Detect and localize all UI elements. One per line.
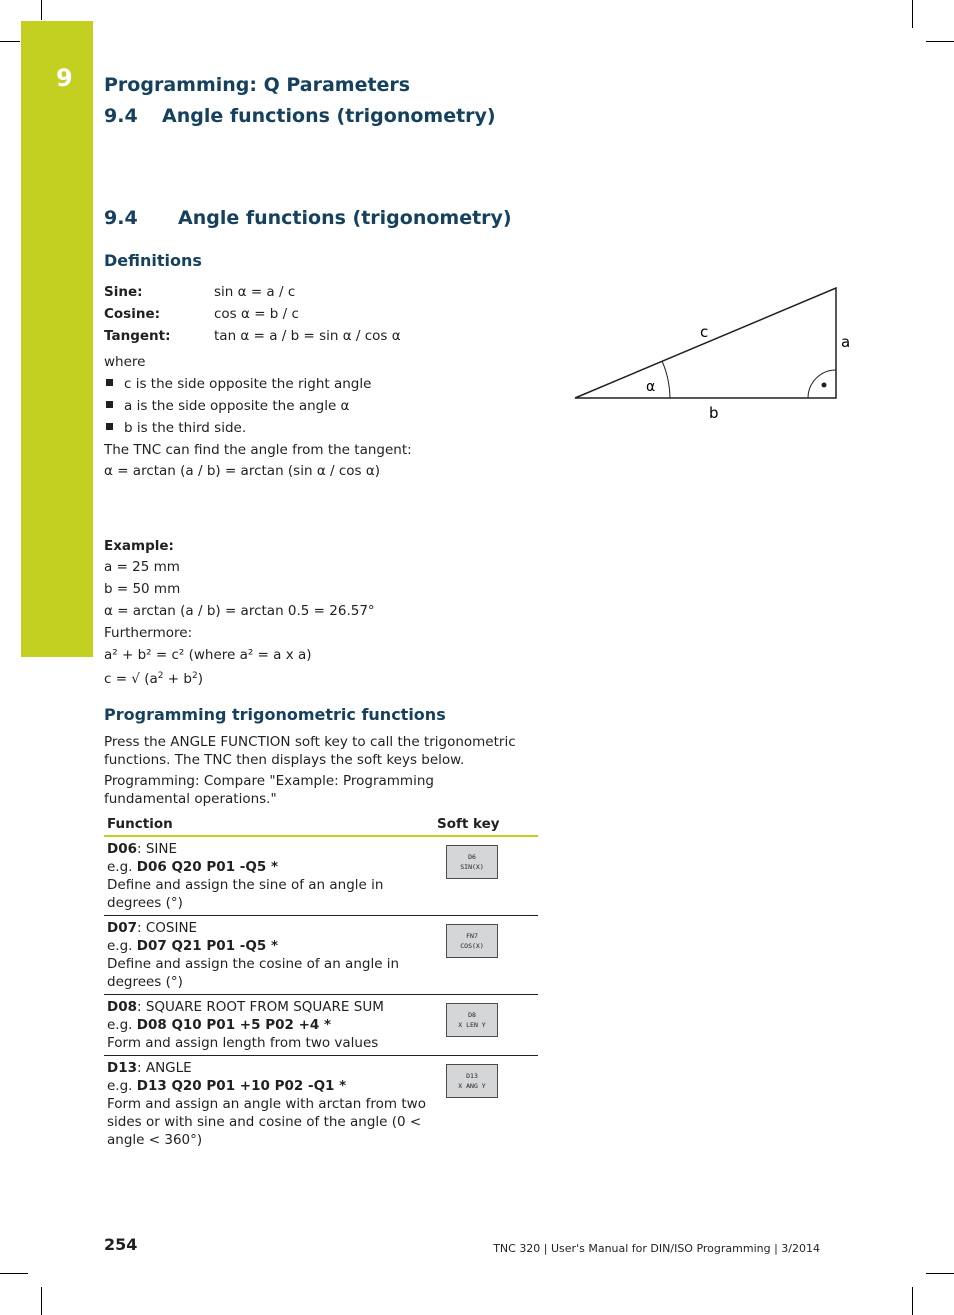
definition-formula: tan α = a / b = sin α / cos α	[214, 328, 401, 344]
function-name: : SQUARE ROOT FROM SQUARE SUM	[137, 999, 384, 1015]
side-a-label: a	[841, 333, 851, 351]
bullet-text: c is the side opposite the right angle	[124, 376, 372, 392]
section-title-text: Angle functions (trigonometry)	[178, 207, 512, 229]
softkey-length[interactable]	[446, 1003, 498, 1037]
function-example: D08 Q10 P01 +5 P02 +4 *	[136, 1017, 332, 1033]
table-row	[104, 995, 538, 1056]
tangent-formula: α = arctan (a / b) = arctan (sin α / cos α)	[104, 463, 381, 479]
definition-row	[104, 327, 401, 345]
function-cell	[104, 995, 434, 1056]
page-number: 254	[104, 1235, 138, 1254]
crop-mark	[926, 1273, 954, 1274]
example-prefix: e.g.	[107, 1078, 137, 1094]
function-description: Form and assign an angle with arctan from two sides or with sine and cosine of the angle (0 < angle < 360°)	[107, 1096, 426, 1148]
bullet-square-icon	[106, 423, 113, 430]
programming-paragraph: Press the ANGLE FUNCTION soft key to call the trigonometric functions. The TNC then displays the soft keys below.	[104, 734, 516, 768]
angle-alpha-label: α	[646, 379, 656, 395]
softkey-label: X ANG Y	[458, 1082, 486, 1090]
function-code: D07	[107, 920, 137, 936]
function-description: Define and assign the cosine of an angle in degrees (°)	[107, 956, 400, 990]
softkey-cell	[434, 916, 538, 995]
alpha-arc	[662, 361, 670, 398]
bullet-square-icon	[106, 401, 113, 408]
softkey-label: SIN(X)	[460, 863, 484, 871]
bullet-text: b is the third side.	[124, 420, 247, 436]
chapter-number: 9	[56, 64, 73, 92]
function-cell	[104, 916, 434, 995]
example-prefix: e.g.	[107, 1017, 137, 1033]
example-heading: Example:	[104, 538, 174, 554]
softkey-label: COS(X)	[460, 942, 484, 950]
crop-mark	[0, 41, 20, 42]
function-name: : COSINE	[137, 920, 198, 936]
softkey-label: D6	[468, 853, 476, 861]
chapter-title: Programming: Q Parameters	[104, 74, 411, 96]
definition-label: Cosine:	[104, 306, 161, 322]
softkey-label: X LEN Y	[458, 1021, 486, 1029]
definition-formula: sin α = a / c	[214, 284, 296, 300]
crop-mark	[912, 0, 913, 28]
definition-label: Tangent:	[104, 328, 171, 344]
function-description: Define and assign the sine of an angle in degrees (°)	[107, 877, 384, 911]
triangle-shape	[575, 288, 836, 398]
function-code: D13	[107, 1060, 137, 1076]
softkey-angle[interactable]	[446, 1064, 498, 1098]
example-line: α = arctan (a / b) = arctan 0.5 = 26.57°	[104, 603, 375, 619]
running-header-section	[104, 105, 496, 127]
example-prefix: e.g.	[107, 859, 137, 875]
crop-mark	[41, 1287, 42, 1315]
function-example: D06 Q20 P01 -Q5 *	[136, 859, 279, 875]
definition-row	[104, 283, 295, 301]
triangle-diagram	[570, 280, 860, 430]
softkey-label: FN7	[466, 932, 478, 940]
sqrt-exponent: 2	[157, 671, 164, 681]
definition-label: Sine:	[104, 284, 143, 300]
example-line: b = 50 mm	[104, 581, 181, 597]
definition-row	[104, 305, 299, 323]
example-prefix: e.g.	[107, 938, 137, 954]
example-line: a² + b² = c² (where a² = a x a)	[104, 647, 312, 663]
example-line: Furthermore:	[104, 625, 193, 641]
softkey-label: D13	[466, 1072, 478, 1080]
sqrt-exponent: 2	[191, 671, 198, 681]
sqrt-formula	[104, 667, 203, 688]
function-cell	[104, 836, 434, 916]
sqrt-prefix: c = √ (a	[104, 671, 158, 687]
programming-heading: Programming trigonometric functions	[104, 705, 446, 724]
table-row	[104, 836, 538, 916]
function-code: D06	[107, 841, 137, 857]
bullet-item	[106, 419, 246, 437]
column-header-function: Function	[104, 812, 434, 836]
softkey-sine[interactable]	[446, 845, 498, 879]
chapter-tab	[21, 21, 93, 657]
bullet-text: a is the side opposite the angle α	[124, 398, 350, 414]
example-line: a = 25 mm	[104, 559, 180, 575]
sqrt-mid: + b	[163, 671, 192, 687]
bullet-item	[106, 397, 349, 415]
softkey-cosine[interactable]	[446, 924, 498, 958]
sqrt-suffix: )	[197, 671, 203, 687]
tangent-intro: The TNC can find the angle from the tangent:	[104, 442, 412, 458]
section-number: 9.4	[104, 207, 138, 229]
function-cell	[104, 1056, 434, 1153]
crop-mark	[926, 41, 954, 42]
side-b-label: b	[709, 404, 719, 422]
column-header-softkey: Soft key	[434, 812, 538, 836]
crop-mark	[912, 1287, 913, 1315]
function-example: D07 Q21 P01 -Q5 *	[136, 938, 279, 954]
softkey-cell	[434, 995, 538, 1056]
softkey-cell	[434, 1056, 538, 1153]
where-text: where	[104, 354, 146, 370]
running-section-number: 9.4	[104, 105, 138, 127]
table-row	[104, 916, 538, 995]
side-c-label: c	[700, 323, 709, 341]
crop-mark	[41, 0, 42, 20]
functions-table	[104, 812, 538, 1152]
function-description: Form and assign length from two values	[107, 1035, 379, 1051]
right-angle-dot	[822, 383, 827, 388]
crop-mark	[0, 1273, 28, 1274]
function-name: : ANGLE	[137, 1060, 192, 1076]
section-title	[104, 207, 512, 229]
footer-text: TNC 320 | User's Manual for DIN/ISO Programming | 3/2014	[493, 1242, 820, 1255]
programming-paragraph: Programming: Compare "Example: Programming fundamental operations."	[104, 773, 434, 807]
running-section-title: Angle functions (trigonometry)	[162, 105, 496, 127]
definition-formula: cos α = b / c	[214, 306, 299, 322]
function-example: D13 Q20 P01 +10 P02 -Q1 *	[136, 1078, 347, 1094]
bullet-item	[106, 375, 371, 393]
function-code: D08	[107, 999, 137, 1015]
function-name: : SINE	[137, 841, 178, 857]
table-row	[104, 1056, 538, 1153]
softkey-label: D8	[468, 1011, 476, 1019]
definitions-heading: Definitions	[104, 251, 202, 270]
table-header-row	[104, 812, 538, 836]
softkey-cell	[434, 836, 538, 916]
bullet-square-icon	[106, 379, 113, 386]
